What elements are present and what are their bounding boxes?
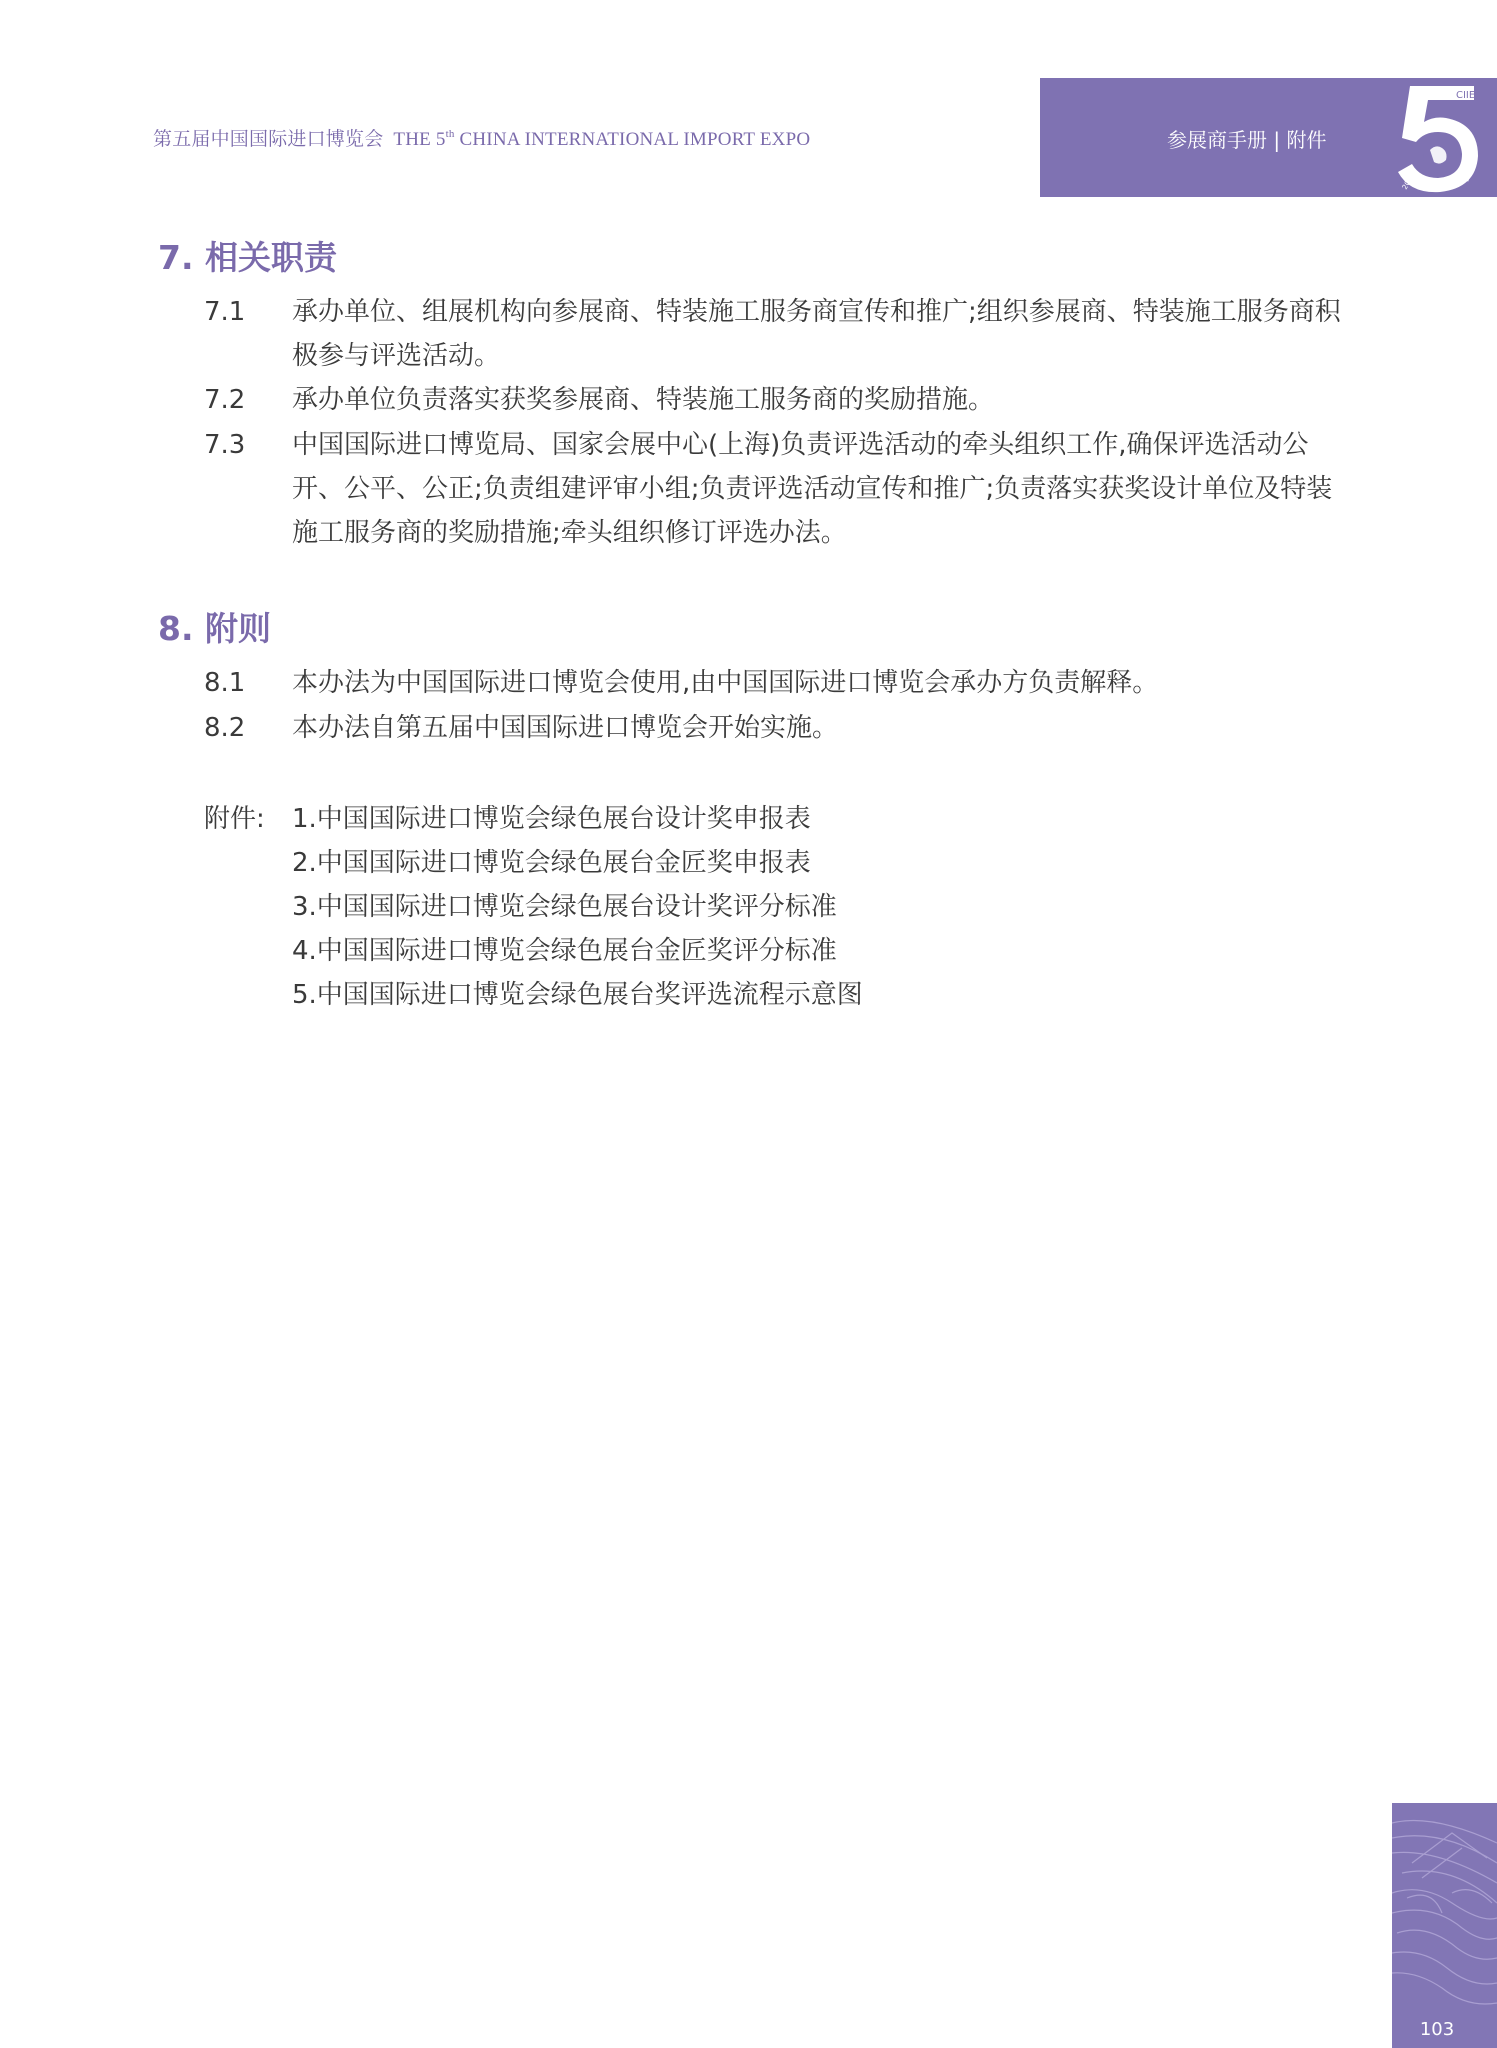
- clause-number: 8.2: [204, 713, 246, 743]
- header-title-en: THE 5th CHINA INTERNATIONAL IMPORT EXPO: [393, 128, 811, 150]
- clause-number: 7.3: [204, 430, 246, 460]
- clause-text: 本办法自第五届中国国际进口博览会开始实施。: [292, 713, 839, 743]
- section-title-7: 7. 相关职责: [158, 238, 337, 277]
- clause-text: 中国国际进口博览局、国家会展中心(上海)负责评选活动的牵头组织工作,确保评选活动公开、公平、公正;负责组建评审小组;负责评选活动宣传和推广;负责落实获奖设计单位及特装施工服务商的奖励措施;牵头组织修订评选办法。: [292, 430, 1333, 548]
- attachment-item: 4.中国国际进口博览会绿色展台金匠奖评分标准: [292, 936, 837, 966]
- logo-year-left: 2018: [1400, 171, 1417, 191]
- attachments-list: [292, 797, 863, 1017]
- logo-year-right: 2022: [1462, 163, 1476, 183]
- section-title-8: 8. 附则: [158, 609, 271, 648]
- clause-8-1: [204, 661, 1344, 705]
- clause-7-2: [204, 378, 1344, 422]
- attachment-item: 5.中国国际进口博览会绿色展台奖评选流程示意图: [292, 980, 863, 1010]
- page-number: 103: [1419, 2019, 1455, 2040]
- clause-number: 7.2: [204, 385, 246, 415]
- attachment-item: 3.中国国际进口博览会绿色展台设计奖评分标准: [292, 892, 837, 922]
- clause-7-1: [204, 290, 1344, 378]
- attachments-label: 附件:: [204, 804, 265, 834]
- ciie-logo: [1376, 78, 1494, 196]
- clause-number: 8.1: [204, 668, 246, 698]
- footer-band: [1392, 1803, 1497, 2048]
- attachment-item: 2.中国国际进口博览会绿色展台金匠奖申报表: [292, 848, 811, 878]
- clause-number: 7.1: [204, 297, 246, 327]
- header-section-label: 参展商手册 | 附件: [1167, 128, 1327, 152]
- clause-8-2: [204, 706, 1344, 750]
- clause-text: 承办单位负责落实获奖参展商、特装施工服务商的奖励措施。: [292, 385, 995, 415]
- clause-text: 承办单位、组展机构向参展商、特装施工服务商宣传和推广;组织参展商、特装施工服务商积极参与评选活动。: [292, 297, 1341, 371]
- footer-pattern-icon: [1392, 1803, 1497, 2048]
- clause-text: 本办法为中国国际进口博览会使用,由中国国际进口博览会承办方负责解释。: [292, 668, 1159, 698]
- attachment-item: 1.中国国际进口博览会绿色展台设计奖申报表: [292, 804, 811, 834]
- clause-7-3: [204, 423, 1344, 555]
- header-title-cn: 第五届中国国际进口博览会: [153, 129, 384, 150]
- logo-text: CIIE: [1456, 90, 1476, 101]
- running-header: [153, 124, 810, 151]
